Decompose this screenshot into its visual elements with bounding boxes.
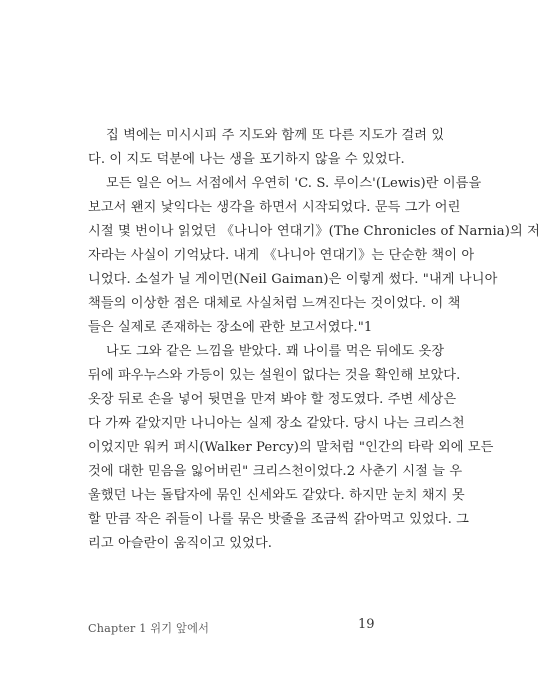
text-line: 옷장 뒤로 손을 넣어 뒷면을 만져 봐야 할 정도였다. 주변 세상은	[88, 392, 457, 407]
text-line: 뒤에 파우누스와 가등이 있는 설원이 없다는 것을 확인해 보았다.	[88, 368, 461, 383]
text-line: 모든 일은 어느 서점에서 우연히 'C. S. 루이스'(Lewis)란 이름을	[106, 176, 482, 191]
text-line: 책들의 이상한 점은 대체로 사실처럼 느껴진다는 것이었다. 이 책	[88, 296, 461, 311]
text-line: 집 벽에는 미시시피 주 지도와 함께 또 다른 지도가 걸려 있	[106, 128, 445, 143]
chapter-footer: Chapter 1 위기 앞에서	[88, 622, 210, 635]
text-line: 것에 대한 믿음을 잃어버린" 크리스천이었다.2 사춘기 시절 늘 우	[88, 464, 463, 479]
text-line: 이었지만 워커 퍼시(Walker Percy)의 말처럼 "인간의 타락 외에 모든	[88, 440, 494, 455]
text-line: 할 만큼 작은 쥐들이 나를 묶은 밧줄을 조금씩 갉아먹고 있었다. 그	[88, 512, 470, 527]
text-line: 니었다. 소설가 닐 게이먼(Neil Gaiman)은 이렇게 썼다. "내게 나니아	[88, 272, 498, 287]
text-line: 울했던 나는 돌탑자에 묶인 신세와도 같았다. 하지만 눈치 채지 못	[88, 488, 465, 503]
body-text	[88, 124, 540, 556]
text-line: 다 가짜 같았지만 나니아는 실제 장소 같았다. 당시 나는 크리스천	[88, 416, 465, 431]
text-line: 자라는 사실이 기억났다. 내게 《나니아 연대기》는 단순한 책이 아	[88, 248, 475, 263]
text-line: 시절 몇 번이나 읽었던 《나니아 연대기》(The Chronicles of Narnia)의 저	[88, 224, 540, 239]
text-line: 나도 그와 같은 느낌을 받았다. 꽤 나이를 먹은 뒤에도 옷장	[106, 344, 445, 359]
text-line: 들은 실제로 존재하는 장소에 관한 보고서였다."1	[88, 320, 373, 335]
text-line: 다. 이 지도 덕분에 나는 생을 포기하지 않을 수 있었다.	[88, 152, 405, 167]
page-number: 19	[358, 617, 375, 632]
text-line: 보고서 왠지 낯익다는 생각을 하면서 시작되었다. 문득 그가 어린	[88, 200, 461, 215]
text-line: 리고 아슬란이 움직이고 있었다.	[88, 536, 273, 551]
